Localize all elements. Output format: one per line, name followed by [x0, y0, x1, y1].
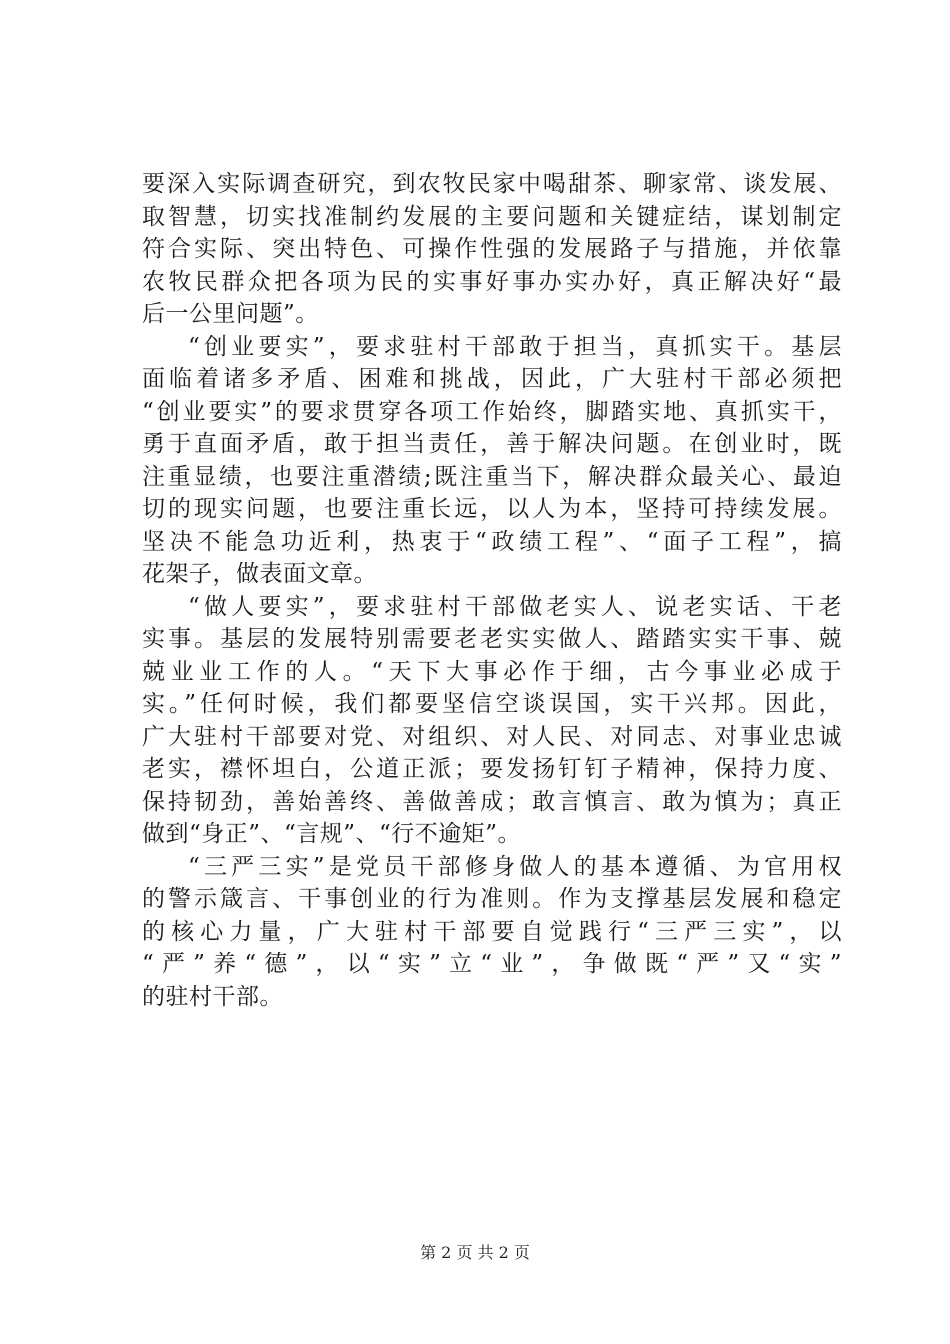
text-line: 注重显绩，也要注重潜绩;既注重当下，解决群众最关心、最迫	[142, 463, 842, 490]
text-line: 的驻村干部。	[142, 983, 283, 1010]
text-line: 的核心力量，广大驻村干部要自觉践行“三严三实”，以	[142, 918, 842, 945]
text-line: 取智慧，切实找准制约发展的主要问题和关键症结，谋划制定	[142, 203, 842, 230]
text-line: 实事。基层的发展特别需要老老实实做人、踏踏实实干事、兢	[142, 626, 842, 652]
text-line: 勇于直面矛盾，敢于担当责任，善于解决问题。在创业时，既	[142, 431, 842, 457]
text-line: “严”养“德”，以“实”立“业”，争做既“严”又“实”	[142, 951, 842, 977]
text-line: “三严三实”是党员干部修身做人的基本遵循、为官用权	[188, 853, 842, 880]
text-line: 后一公里问题”。	[142, 301, 319, 327]
text-line: 切的现实问题，也要注重长远，以人为本，坚持可持续发展。	[142, 496, 842, 522]
text-line: 符合实际、突出特色、可操作性强的发展路子与措施，并依靠	[142, 236, 842, 262]
text-line: 的警示箴言、干事创业的行为准则。作为支撑基层发展和稳定	[142, 886, 842, 912]
text-line: 兢业业工作的人。“天下大事必作于细，古今事业必成于	[142, 658, 842, 685]
text-line: 花架子，做表面文章。	[142, 561, 377, 587]
document-body	[142, 168, 842, 1013]
text-line: 广大驻村干部要对党、对组织、对人民、对同志、对事业忠诚	[142, 723, 842, 750]
text-line: “做人要实”，要求驻村干部做老实人、说老实话、干老	[188, 593, 842, 620]
text-line: 老实，襟怀坦白，公道正派；要发扬钉钉子精神，保持力度、	[142, 756, 842, 782]
text-line: 做到“身正”、“言规”、“行不逾矩”。	[142, 821, 522, 847]
text-line: “创业要实”，要求驻村干部敢于担当，真抓实干。基层	[188, 333, 842, 360]
text-line: 农牧民群众把各项为民的实事好事办实办好，真正解决好“最	[142, 268, 842, 295]
text-line: 保持韧劲，善始善终、善做善成；敢言慎言、敢为慎为；真正	[142, 788, 842, 815]
text-line: 实。”任何时候，我们都要坚信空谈误国，实干兴邦。因此，	[142, 691, 842, 717]
text-line: “创业要实”的要求贯穿各项工作始终，脚踏实地、真抓实干，	[142, 398, 842, 425]
text-line: 坚决不能急功近利，热衷于“政绩工程”、“面子工程”，搞	[142, 528, 842, 555]
page-footer: 第 2 页 共 2 页	[420, 1243, 530, 1262]
text-line: 要深入实际调查研究，到农牧民家中喝甜茶、聊家常、谈发展、	[142, 171, 842, 197]
text-line: 面临着诸多矛盾、困难和挑战，因此，广大驻村干部必须把	[142, 366, 842, 392]
